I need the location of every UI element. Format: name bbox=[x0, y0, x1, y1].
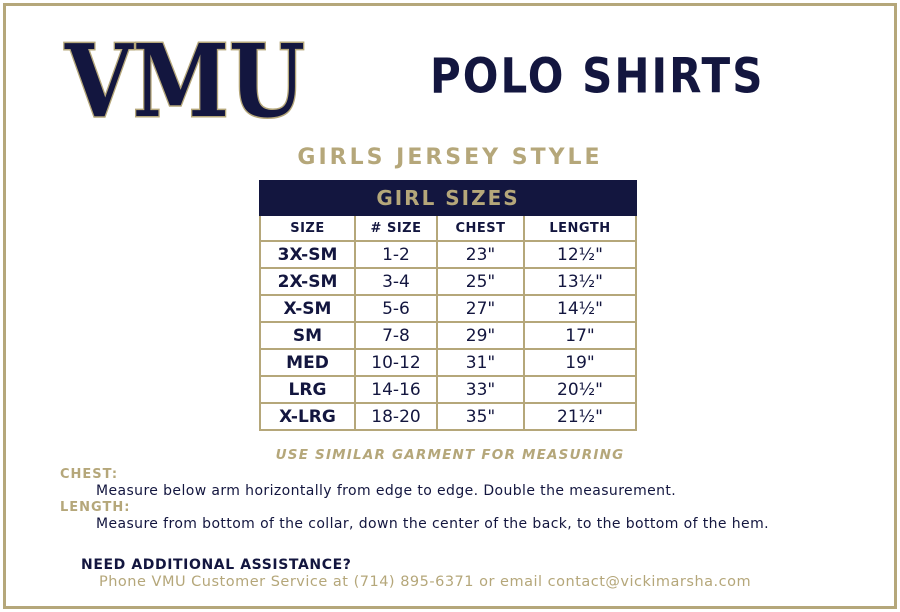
size-cell: X-LRG bbox=[260, 403, 355, 430]
size-cell: LRG bbox=[260, 376, 355, 403]
number-size-cell: 5-6 bbox=[355, 295, 437, 322]
table-row bbox=[260, 241, 636, 268]
table-row bbox=[260, 403, 636, 430]
table-banner: GIRL SIZES bbox=[260, 181, 636, 215]
table-row bbox=[260, 376, 636, 403]
chest-cell: 33" bbox=[437, 376, 524, 403]
svg-text:VMU: VMU bbox=[64, 22, 305, 140]
size-cell: SM bbox=[260, 322, 355, 349]
length-description: Measure from bottom of the collar, down the center of the back, to the bottom of the hem. bbox=[96, 516, 769, 532]
table-row bbox=[260, 349, 636, 376]
length-cell: 20½" bbox=[524, 376, 636, 403]
number-size-cell: 1-2 bbox=[355, 241, 437, 268]
number-size-cell: 7-8 bbox=[355, 322, 437, 349]
size-chart-table bbox=[259, 180, 637, 431]
length-cell: 19" bbox=[524, 349, 636, 376]
size-cell: 3X-SM bbox=[260, 241, 355, 268]
length-cell: 14½" bbox=[524, 295, 636, 322]
chest-cell: 29" bbox=[437, 322, 524, 349]
size-cell: 2X-SM bbox=[260, 268, 355, 295]
chest-description: Measure below arm horizontally from edge to edge. Double the measurement. bbox=[96, 483, 677, 499]
table-row bbox=[260, 268, 636, 295]
column-header: LENGTH bbox=[524, 215, 636, 241]
number-size-cell: 10-12 bbox=[355, 349, 437, 376]
column-header: # SIZE bbox=[355, 215, 437, 241]
chest-cell: 23" bbox=[437, 241, 524, 268]
assistance-heading: NEED ADDITIONAL ASSISTANCE? bbox=[81, 557, 352, 573]
size-cell: X-SM bbox=[260, 295, 355, 322]
column-header: CHEST bbox=[437, 215, 524, 241]
length-cell: 17" bbox=[524, 322, 636, 349]
length-cell: 12½" bbox=[524, 241, 636, 268]
length-label: LENGTH: bbox=[60, 500, 131, 515]
column-header: SIZE bbox=[260, 215, 355, 241]
size-cell: MED bbox=[260, 349, 355, 376]
measuring-note: USE SIMILAR GARMENT FOR MEASURING bbox=[275, 447, 625, 463]
chest-cell: 31" bbox=[437, 349, 524, 376]
table-header-row bbox=[260, 215, 636, 241]
number-size-cell: 18-20 bbox=[355, 403, 437, 430]
chest-cell: 35" bbox=[437, 403, 524, 430]
page-title: POLO SHIRTS bbox=[430, 47, 765, 104]
page-subtitle: GIRLS JERSEY STYLE bbox=[297, 145, 603, 170]
length-cell: 21½" bbox=[524, 403, 636, 430]
number-size-cell: 3-4 bbox=[355, 268, 437, 295]
number-size-cell: 14-16 bbox=[355, 376, 437, 403]
length-cell: 13½" bbox=[524, 268, 636, 295]
chest-cell: 27" bbox=[437, 295, 524, 322]
table-row bbox=[260, 322, 636, 349]
contact-info: Phone VMU Customer Service at (714) 895-6371 or email contact@vickimarsha.com bbox=[99, 574, 752, 590]
vmu-logo bbox=[62, 22, 308, 140]
table-row bbox=[260, 295, 636, 322]
chest-cell: 25" bbox=[437, 268, 524, 295]
chest-label: CHEST: bbox=[60, 467, 119, 482]
